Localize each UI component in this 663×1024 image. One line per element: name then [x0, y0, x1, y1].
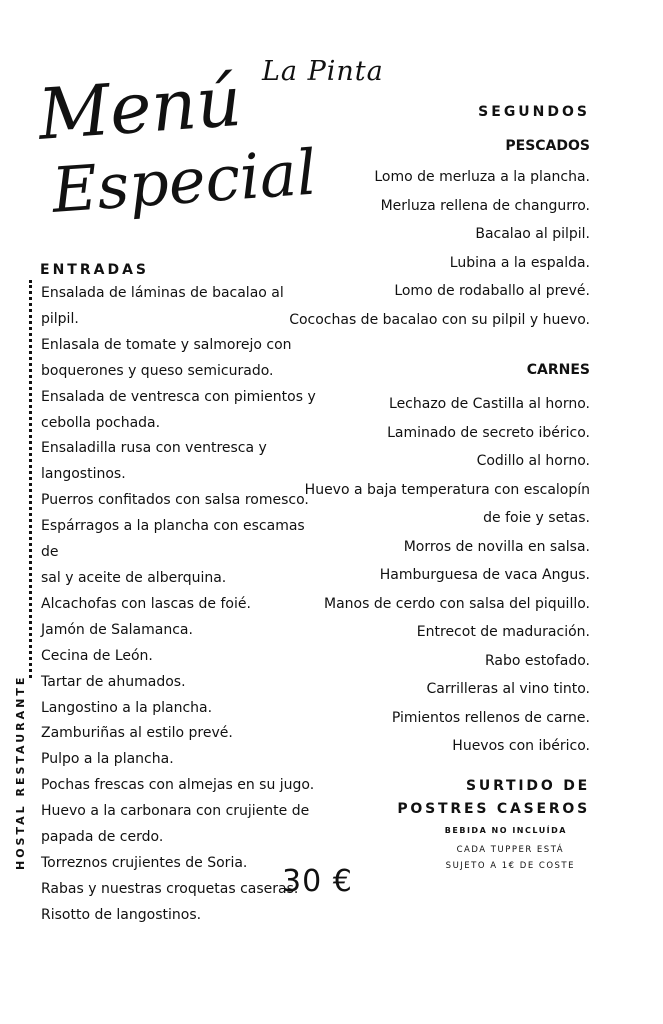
menu-title-line1: Menú [35, 59, 245, 156]
carne-item: de foie y setas. [483, 510, 590, 526]
entrada-item: boquerones y queso semicurado. [41, 362, 274, 379]
carne-item: Huevos con ibérico. [452, 738, 590, 754]
carnes-list [305, 390, 590, 761]
entrada-item: Puerros confitados con salsa romesco. [41, 492, 309, 509]
entrada-item: Langostino a la plancha. [41, 699, 213, 716]
entrada-item: Espárragos a la plancha con escamas de [41, 518, 305, 561]
entrada-item: cebolla pochada. [41, 414, 161, 431]
carne-item: Huevo a baja temperatura con escalopín [304, 481, 590, 498]
entrada-item: Ensalada de láminas de bacalao al pilpil. [41, 285, 284, 327]
pescados-heading: PESCADOS [505, 138, 590, 154]
carne-item: Entrecot de maduración. [416, 624, 590, 640]
entrada-item: Rabas y nuestras croquetas caseras. [41, 880, 299, 897]
entrada-item: Enlasala de tomate y salmorejo con [41, 336, 292, 353]
menu-price: 30 € [282, 864, 353, 899]
entrada-item: Huevo a la carbonara con crujiente de [41, 803, 310, 820]
segundos-heading: SEGUNDOS [478, 104, 590, 120]
entrada-item: langostinos. [41, 466, 126, 483]
entrada-item: Pulpo a la plancha. [41, 751, 174, 768]
brand-logo: La Pinta [262, 56, 384, 87]
entrada-item: Torreznos crujientes de Soria. [41, 854, 248, 871]
carne-item: Codillo al horno. [476, 453, 590, 469]
side-label: HOSTAL RESTAURANTE [14, 674, 27, 870]
entrada-item: Jamón de Salamanca. [41, 621, 193, 638]
tupper-note-line2: SUJETO A 1€ DE COSTE [445, 861, 575, 871]
carne-item: Manos de cerdo con salsa del piquillo. [324, 595, 590, 612]
dotted-divider [29, 280, 32, 678]
tupper-note [446, 842, 575, 874]
pescados-list [289, 163, 590, 334]
entrada-item: sal y aceite de alberquina. [41, 569, 227, 586]
carne-item: Hamburguesa de vaca Angus. [379, 567, 590, 583]
entrada-item: Alcachofas con lascas de foié. [41, 595, 251, 612]
entradas-heading: ENTRADAS [40, 262, 149, 278]
pescado-item: Bacalao al pilpil. [475, 226, 590, 242]
carne-item: Morros de novilla en salsa. [403, 538, 590, 555]
postres-line1: SURTIDO DE [466, 778, 590, 794]
pescado-item: Lomo de rodaballo al prevé. [394, 283, 590, 299]
entrada-item: papada de cerdo. [41, 829, 164, 846]
entrada-item: Zamburiñas al estilo prevé. [41, 725, 233, 742]
carne-item: Carrilleras al vino tinto. [426, 681, 590, 697]
entrada-item: Cecina de León. [41, 647, 153, 664]
carne-item: Laminado de secreto ibérico. [387, 424, 590, 441]
menu-title-line2: Especial [49, 135, 319, 227]
postres-line2: POSTRES CASEROS [397, 801, 590, 817]
postres-heading [397, 775, 590, 821]
carne-item: Rabo estofado. [484, 652, 590, 669]
pescado-item: Lubina a la espalda. [449, 254, 590, 271]
tupper-note-line1: CADA TUPPER ESTÁ [456, 845, 565, 855]
pescado-item: Lomo de merluza a la plancha. [374, 169, 590, 185]
entrada-item: Risotto de langostinos. [41, 906, 202, 923]
pescado-item: Merluza rellena de changurro. [380, 197, 590, 214]
bebida-note: BEBIDA NO INCLUÍDA [444, 826, 567, 835]
carnes-heading: CARNES [526, 362, 590, 378]
entrada-item: Ensalada de ventresca con pimientos y [41, 388, 316, 405]
entrada-item: Ensaladilla rusa con ventresca y [41, 440, 267, 457]
entrada-item: Tartar de ahumados. [41, 673, 186, 690]
carne-item: Lechazo de Castilla al horno. [389, 396, 590, 412]
entrada-item: Pochas frescas con almejas en su jugo. [41, 777, 315, 794]
entradas-list [41, 281, 316, 929]
pescado-item: Cocochas de bacalao con su pilpil y huevo. [289, 311, 590, 328]
carne-item: Pimientos rellenos de carne. [391, 709, 590, 726]
